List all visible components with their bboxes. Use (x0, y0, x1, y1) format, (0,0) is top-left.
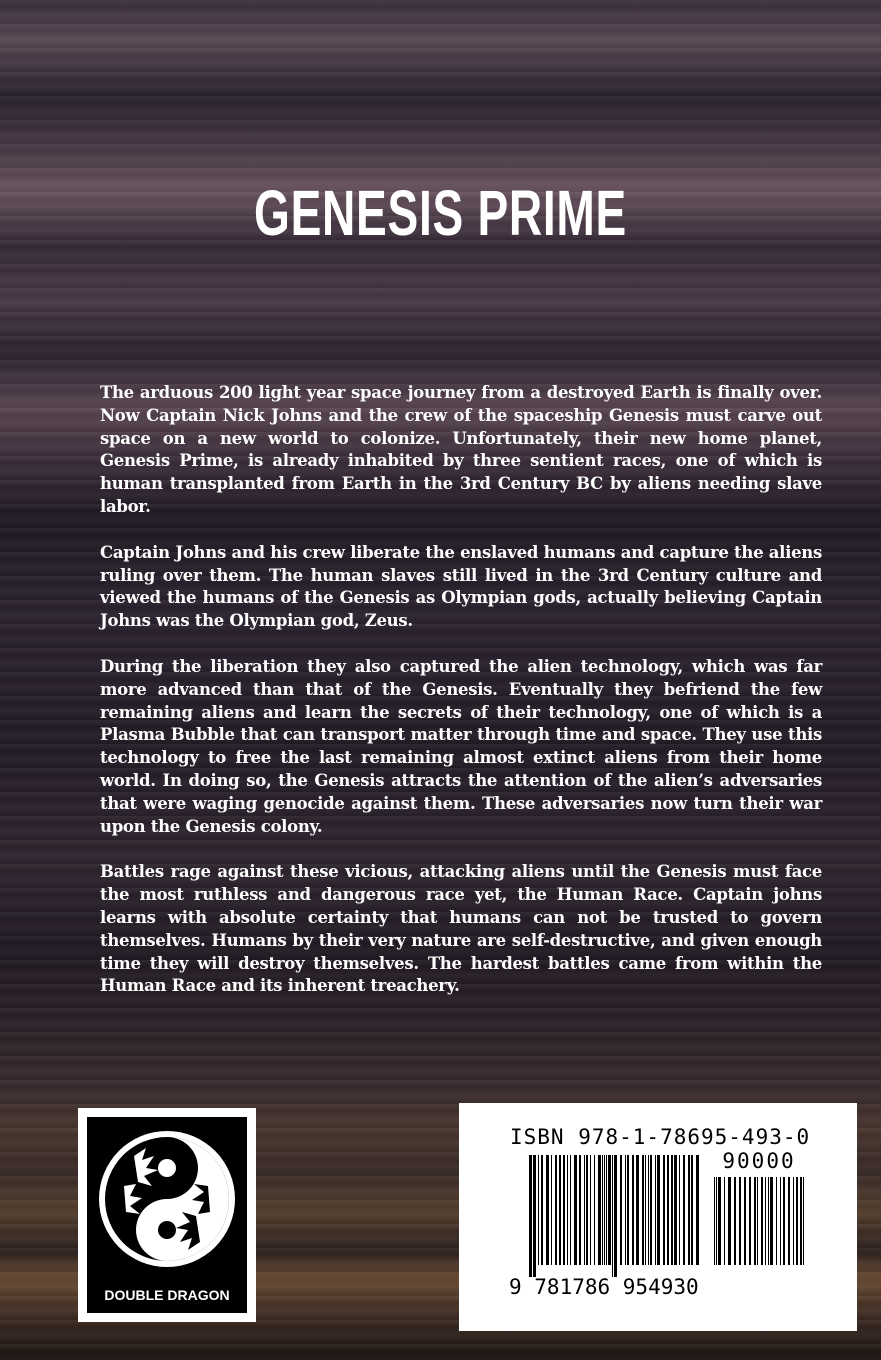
barcode-bar (770, 1177, 773, 1265)
blurb-paragraph: During the liberation they also captured the alien technology, which was far more advanced than that of the Genesis. Eventually they befriend the few remaining aliens and learn the secrets of their technology, one of which is a Plasma Bubble that can transport matter through time and space. They use this technology to free the last remaining almost extinct aliens from their home world. In doing so, the Genesis attracts the attention of the alien’s adversaries that were waging genocide against them. These adversaries now turn their war upon the Genesis colony. (100, 656, 822, 836)
barcode-bar (579, 1155, 581, 1265)
addon-barcode (714, 1177, 806, 1277)
barcode-bar (533, 1155, 536, 1277)
barcode-bar (642, 1155, 644, 1265)
barcode-bar (645, 1155, 646, 1265)
barcode-bar (538, 1155, 539, 1265)
barcode-bar (612, 1155, 613, 1277)
back-cover-blurb (100, 382, 822, 1021)
barcode-bar (529, 1155, 532, 1277)
barcode-bar (683, 1155, 685, 1265)
barcode-bar (614, 1155, 617, 1277)
barcode-bar (650, 1155, 652, 1265)
blurb-paragraph: Captain Johns and his crew liberate the enslaved humans and capture the aliens ruling over them. The human slaves still lived in the 3rd Century culture and viewed the humans of the Genesis as Olympian gods, actually believing Captain Johns was the Olympian god, Zeus. (100, 542, 822, 631)
barcode-bar (627, 1155, 629, 1265)
publisher-logo (78, 1108, 256, 1322)
barcode-bar (739, 1177, 741, 1265)
barcode-bar (574, 1155, 577, 1265)
barcode-bar (606, 1155, 607, 1265)
barcode-bar (594, 1155, 595, 1265)
blurb-paragraph: Battles rage against these vicious, attacking aliens until the Genesis must face the most ruthless and dangerous race yet, the Human Race. Captain johns learns with absolute certainty that humans can not be trusted to govern themselves. Humans by their very nature are self-destructive, and given enough time they will destroy themselves. The hardest battles came from within the Human Race and its inherent treachery. (100, 862, 822, 996)
barcode-bar (546, 1155, 549, 1265)
barcode-bar (796, 1177, 798, 1265)
ean-barcode (529, 1155, 699, 1277)
barcode-bar (648, 1155, 649, 1265)
barcode-bar (563, 1155, 565, 1265)
barcode-bar (688, 1155, 690, 1265)
barcode-bar (728, 1177, 731, 1265)
barcode-bar (657, 1155, 660, 1265)
book-title: GENESIS PRIME (254, 177, 627, 249)
barcode-bar (620, 1155, 622, 1265)
barcode-bar (788, 1177, 790, 1265)
barcode-bar (761, 1177, 763, 1265)
barcode-bar (655, 1155, 656, 1265)
barcode-bar (598, 1155, 601, 1265)
barcode-bar (586, 1155, 588, 1265)
barcode-bar (559, 1155, 561, 1265)
isbn-barcode-block (459, 1103, 857, 1331)
isbn-label: ISBN 978-1-78695-493-0 (510, 1125, 811, 1149)
barcode-bar (590, 1155, 591, 1265)
barcode-bar (793, 1177, 794, 1265)
barcode-addon-number: 90000 (722, 1149, 796, 1173)
barcode-bar (776, 1177, 777, 1265)
barcode-bar (570, 1155, 571, 1265)
barcode-bar (724, 1177, 725, 1265)
publisher-name: DOUBLE DRAGON (104, 1287, 230, 1303)
barcode-bar (783, 1177, 785, 1265)
barcode-bar (679, 1155, 680, 1265)
barcode-bar (800, 1177, 802, 1265)
barcode-bar (765, 1177, 766, 1265)
barcode-bar (632, 1155, 634, 1265)
barcode-bar (691, 1155, 693, 1265)
barcode-bar (734, 1177, 736, 1265)
barcode-bar (541, 1155, 543, 1265)
barcode-bar (671, 1155, 673, 1265)
barcode-bar (567, 1155, 568, 1265)
barcode-bar (716, 1177, 717, 1265)
barcode-bar (663, 1155, 665, 1265)
publisher-logo-inner (87, 1117, 247, 1313)
ean-number: 9 781786 954930 (509, 1275, 699, 1299)
barcode-bar (714, 1177, 715, 1265)
barcode-bar (744, 1177, 746, 1265)
yin-yang-dragon-icon (94, 1126, 240, 1272)
barcode-bar (696, 1155, 699, 1265)
barcode-bar (718, 1177, 721, 1265)
barcode-bar (749, 1177, 751, 1265)
barcode-bar (555, 1155, 557, 1265)
barcode-bar (602, 1155, 603, 1265)
barcode-bar (674, 1155, 677, 1265)
barcode-bar (667, 1155, 669, 1265)
barcode-bar (584, 1155, 585, 1265)
blurb-paragraph: The arduous 200 light year space journey from a destroyed Earth is finally over. Now Captain Nick Johns and the crew of the spaceship Genesis must carve out space on a new world to colonize. Unfortunately, their new home planet, Genesis Prime, is already inhabited by three sentient races, one of which is human transplanted from Earth in the 3rd Century BC by aliens needing slave labor. (100, 383, 822, 516)
barcode-bar (754, 1177, 756, 1265)
barcode-bar (757, 1177, 758, 1265)
barcode-bar (608, 1155, 611, 1265)
barcode-bar (604, 1155, 605, 1265)
barcode-bar (636, 1155, 639, 1265)
barcode-bar (625, 1155, 626, 1265)
barcode-bar (768, 1177, 769, 1265)
barcode-bar (780, 1177, 781, 1265)
barcode-bar (803, 1177, 804, 1265)
barcode-bar (551, 1155, 552, 1265)
